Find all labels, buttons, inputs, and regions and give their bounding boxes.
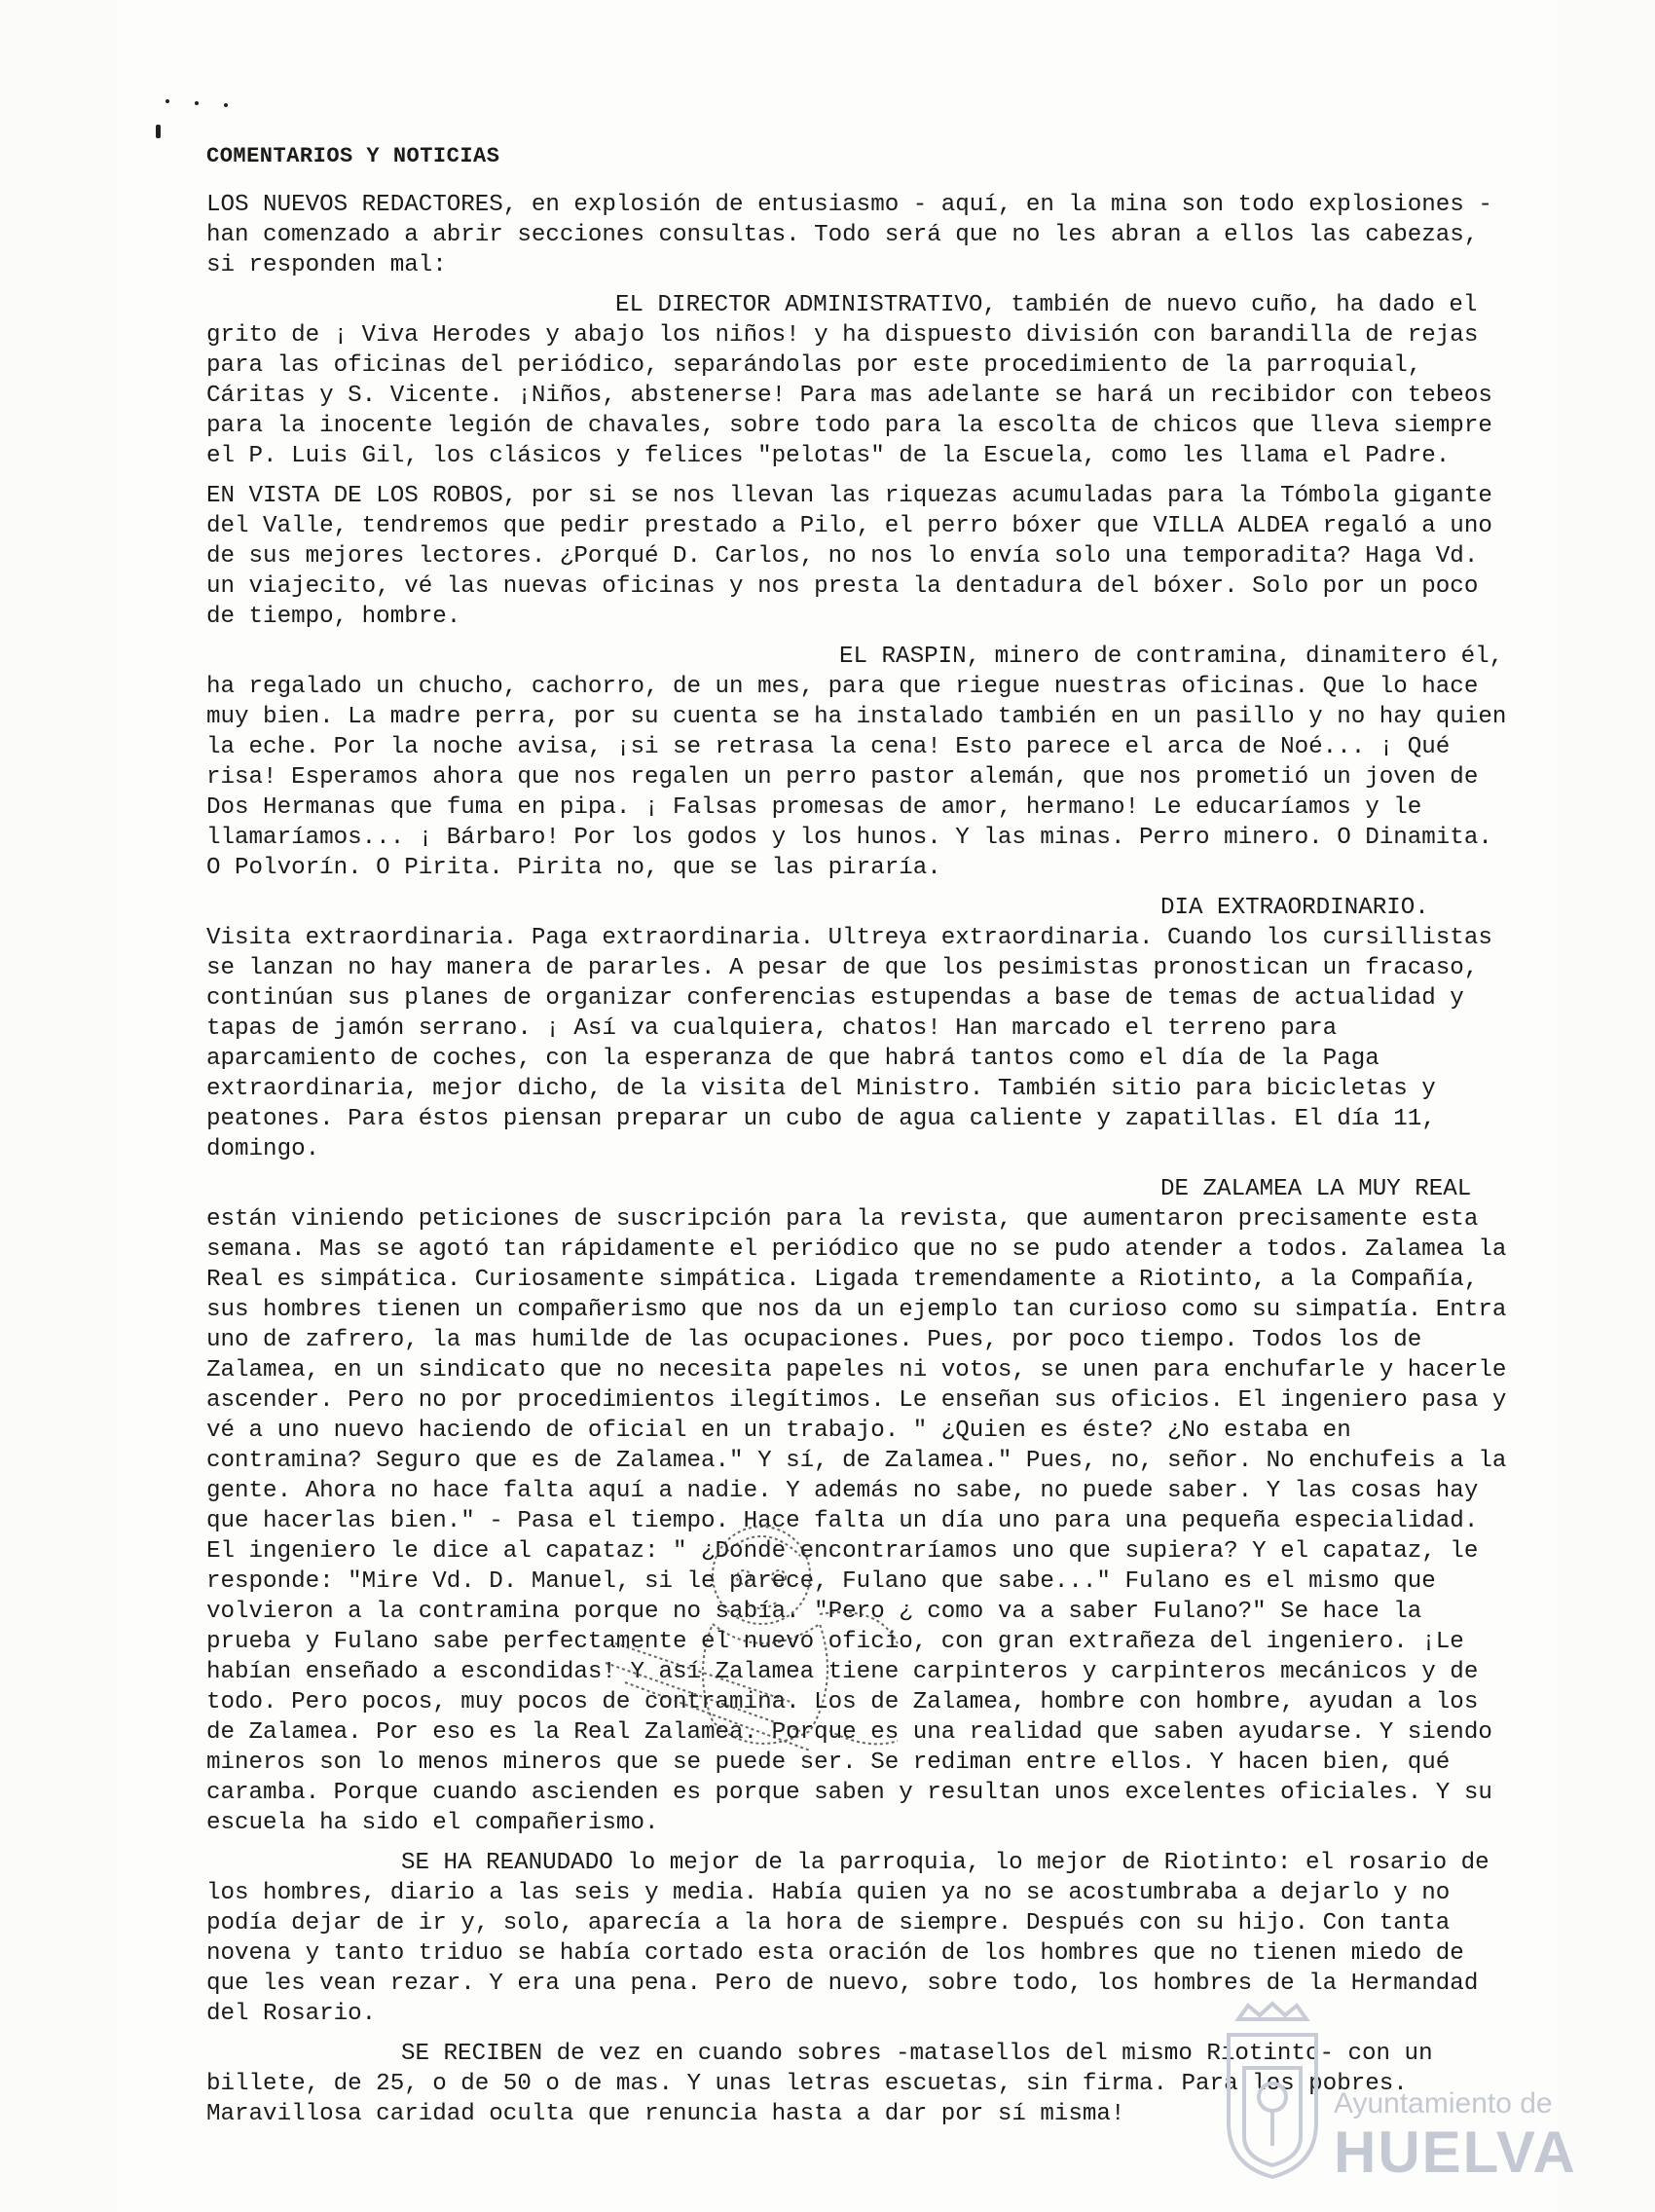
paragraph-nuevos-redactores: LOS NUEVOS REDACTORES, en explosión de entusiasmo - aquí, en la mina son todo explosiones - han comenzado a abrir secciones consultas. Todo será que no les abran a ellos las cabezas, si responden mal: xyxy=(206,192,1492,278)
paragraph-robos: EN VISTA DE LOS ROBOS, por si se nos llevan las riquezas acumuladas para la Tómbola gigante del Valle, tendremos que pedir prestado a Pilo, el perro bóxer que VILLA ALDEA regaló a uno de sus mejores lectores. ¿Porqué D. Carlos, no nos lo envía solo una temporadita? Haga Vd. un viajecito, vé las nuevas oficinas y nos presta la dentadura del bóxer. Solo por un poco de tiempo, hombre. xyxy=(206,483,1492,630)
ayuntamiento-huelva-watermark xyxy=(1219,1994,1628,2189)
document-heading: COMENTARIOS Y NOTICIAS xyxy=(206,144,500,168)
paragraph-dia-extraordinario: DIA EXTRAORDINARIO. Visita extraordinaria. Paga extraordinaria. Ultreya extraordinaria. Cuando los cursillistas se lanzan no hay manera de pararles. A pesar de que los pesimistas pronostican un fracaso, continúan sus planes de organizar conferencias estupendas a base de temas de actualidad y tapas de jamón serrano. ¡ Así va cualquiera, chatos! Han marcado el terreno para aparcamiento de coches, con la esperanza de que habrá tantos como el día de la Paga extraordinaria, mejor dicho, de la visita del Ministro. También sitio para bicicletas y peatones. Para éstos piensan preparar un cubo de agua caliente y zapatillas. El día 11, domingo. xyxy=(206,895,1492,1162)
paragraph-sobres: SE RECIBEN de vez en cuando sobres -matasellos del mismo Riotinto- con un billete, de 25, o de 50 o de mas. Y unas letras escuetas, sin firma. Para los pobres. Maravillosa caridad oculta que renuncia hasta a dar por sí misma! xyxy=(206,2041,1433,2127)
watermark-line1: Ayuntamiento de xyxy=(1334,2087,1553,2120)
paragraph-zalamea: DE ZALAMEA LA MUY REAL están viniendo peticiones de suscripción para la revista, que aumentaron precisamente esta semana. Mas se agotó tan rápidamente el periódico que no se pudo atender a todos. Zalamea la Real es simpática. Curiosamente simpática. Ligada tremendamente a Riotinto, a la Compañía, sus hombres tienen un compañerismo que nos da un ejemplo tan curioso como su simpatía. Entra uno de zafrero, la mas humilde de las ocupaciones. Pues, por poco tiempo. Todos los de Zalamea, en un sindicato que no necesita papeles ni votos, se unen para enchufarle y hacerle ascender. Pero no por procedimientos ilegítimos. Le enseñan sus oficios. El ingeniero pasa y vé a uno nuevo haciendo de oficial en un trabajo. " ¿Quien es éste? ¿No estaba en contramina? Seguro que es de Zalamea." Y sí, de Zalamea." Pues, no, señor. No enchufeis a la gente. Ahora no hace falta aquí a nadie. Y además no sabe, no puede saber. Y las cosas hay que hacerlas bien." - Pasa el tiempo. Hace falta un día uno para una pequeña especialidad. El ingeniero le dice al capataz: " ¿Donde encontraríamos uno que supiera? Y el capataz, le responde: "Mire Vd. D. Manuel, si le parece, Fulano que sabe..." Fulano es el mismo que volvieron a la contramina porque no sabía. "Pero ¿ como va a saber Fulano?" Se hace la prueba y Fulano sabe perfectamente el nuevo oficio, con gran extrañeza del ingeniero. ¡Le habían enseñado a escondidas! Y así Zalamea tiene carpinteros y carpinteros mecánicos y de todo. Pero pocos, muy pocos de contramina. Los de Zalamea, hombre con hombre, ayudan a los de Zalamea. Por eso es la Real Zalamea. Porque es una realidad que saben ayudarse. Y siendo mineros son lo menos mineros que se puede ser. Se rediman entre ellos. Y hacen bien, qué caramba. Porque cuando ascienden es porque saben y resultan unos excelentes oficiales. Y su escuela ha sido el compañerismo. xyxy=(206,1176,1507,1836)
paragraph-director-administrativo: EL DIRECTOR ADMINISTRATIVO, también de nuevo cuño, ha dado el grito de ¡ Viva Herodes y abajo los niños! y ha dispuesto división con barandilla de rejas para las oficinas del periódico, separándolas por este procedimiento de la parroquial, Cáritas y S. Vicente. ¡Niños, abstenerse! Para mas adelante se hará un recibidor con tebeos para la inocente legión de chavales, sobre todo para la escolta de chicos que lleva siempre el P. Luis Gil, los clásicos y felices "pelotas" de la Escuela, como les llama el Padre. xyxy=(206,292,1492,469)
cherub-angel-icon xyxy=(596,1497,917,1789)
speck-mark xyxy=(224,103,228,107)
speck-mark xyxy=(195,101,199,105)
paragraph-raspin: EL RASPIN, minero de contramina, dinamitero él, ha regalado un chucho, cachorro, de un mes, para que riegue nuestras oficinas. Que lo hace muy bien. La madre perra, por su cuenta se ha instalado también en un pasillo y no hay quien la eche. Por la noche avisa, ¡si se retrasa la cena! Esto parece el arca de Noé... ¡ Qué risa! Esperamos ahora que nos regalen un perro pastor alemán, que nos prometió un joven de Dos Hermanas que fuma en pipa. ¡ Falsas promesas de amor, hermano! Le educaríamos y le llamaríamos... ¡ Bárbaro! Por los godos y los hunos. Y las minas. Perro minero. O Dinamita. O Polvorín. O Pirita. Pirita no, que se las piraría. xyxy=(206,644,1507,881)
watermark-line2: HUELVA xyxy=(1334,2120,1577,2185)
speck-mark xyxy=(166,99,169,103)
huelva-coat-of-arms-icon xyxy=(1219,2000,1326,2181)
paragraph-rosario: SE HA REANUDADO lo mejor de la parroquia, lo mejor de Riotinto: el rosario de los hombres, diario a las seis y media. Había quien ya no se acostumbraba a dejarlo y no podía dejar de ir y, solo, aparecía a la hora de siempre. Después con su hijo. Con tanta novena y tanto triduo se había cortado esta oración de los hombres que no tienen miedo de que les vean rezar. Y era una pena. Pero de nuevo, sobre todo, los hombres de la Hermandad del Rosario. xyxy=(206,1850,1490,2027)
typewritten-document xyxy=(206,144,1511,2139)
speck-mark xyxy=(156,125,161,138)
